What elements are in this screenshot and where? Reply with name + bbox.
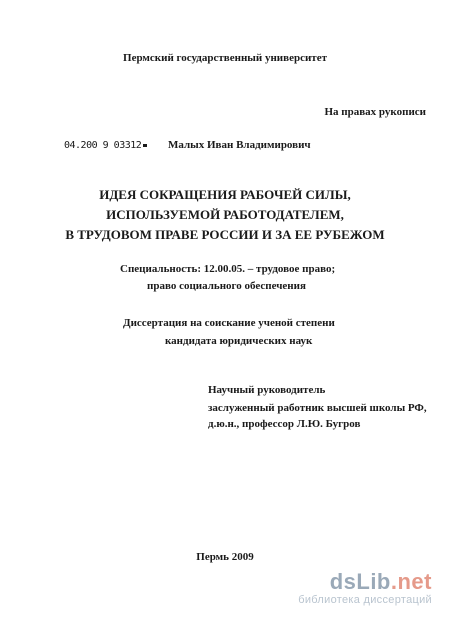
catalog-code-text: 04.200 9 03312 [64, 140, 142, 151]
supervisor-title: заслуженный работник высшей школы РФ, [208, 402, 427, 414]
watermark-logo [298, 570, 432, 594]
dissertation-line-1: Диссертация на соискание ученой степени [123, 317, 335, 329]
catalog-code [64, 139, 147, 151]
supervisor-name: д.ю.н., профессор Л.Ю. Бугров [208, 418, 361, 430]
watermark-logo-main: dsLib [329, 569, 391, 594]
watermark-subtitle: библиотека диссертаций [298, 594, 432, 606]
city-year: Пермь 2009 [196, 551, 254, 563]
university-name: Пермский государственный университет [123, 52, 327, 64]
code-mark-icon [143, 144, 147, 147]
specialty-line-2: право социального обеспечения [147, 280, 306, 292]
watermark[interactable] [298, 570, 432, 606]
manuscript-rights-label: На правах рукописи [324, 106, 426, 118]
title-line-2: ИСПОЛЬЗУЕМОЙ РАБОТОДАТЕЛЕМ, [106, 207, 344, 222]
title-line-3: В ТРУДОВОМ ПРАВЕ РОССИИ И ЗА ЕЕ РУБЕЖОМ [65, 227, 385, 242]
title-line-1: ИДЕЯ СОКРАЩЕНИЯ РАБОЧЕЙ СИЛЫ, [99, 187, 351, 202]
dissertation-line-2: кандидата юридических наук [165, 335, 313, 347]
specialty-line-1: Специальность: 12.00.05. – трудовое право; [120, 263, 336, 275]
watermark-logo-tld: .net [390, 569, 432, 594]
author-name: Малых Иван Владимирович [168, 139, 311, 151]
supervisor-label: Научный руководитель [208, 384, 326, 396]
